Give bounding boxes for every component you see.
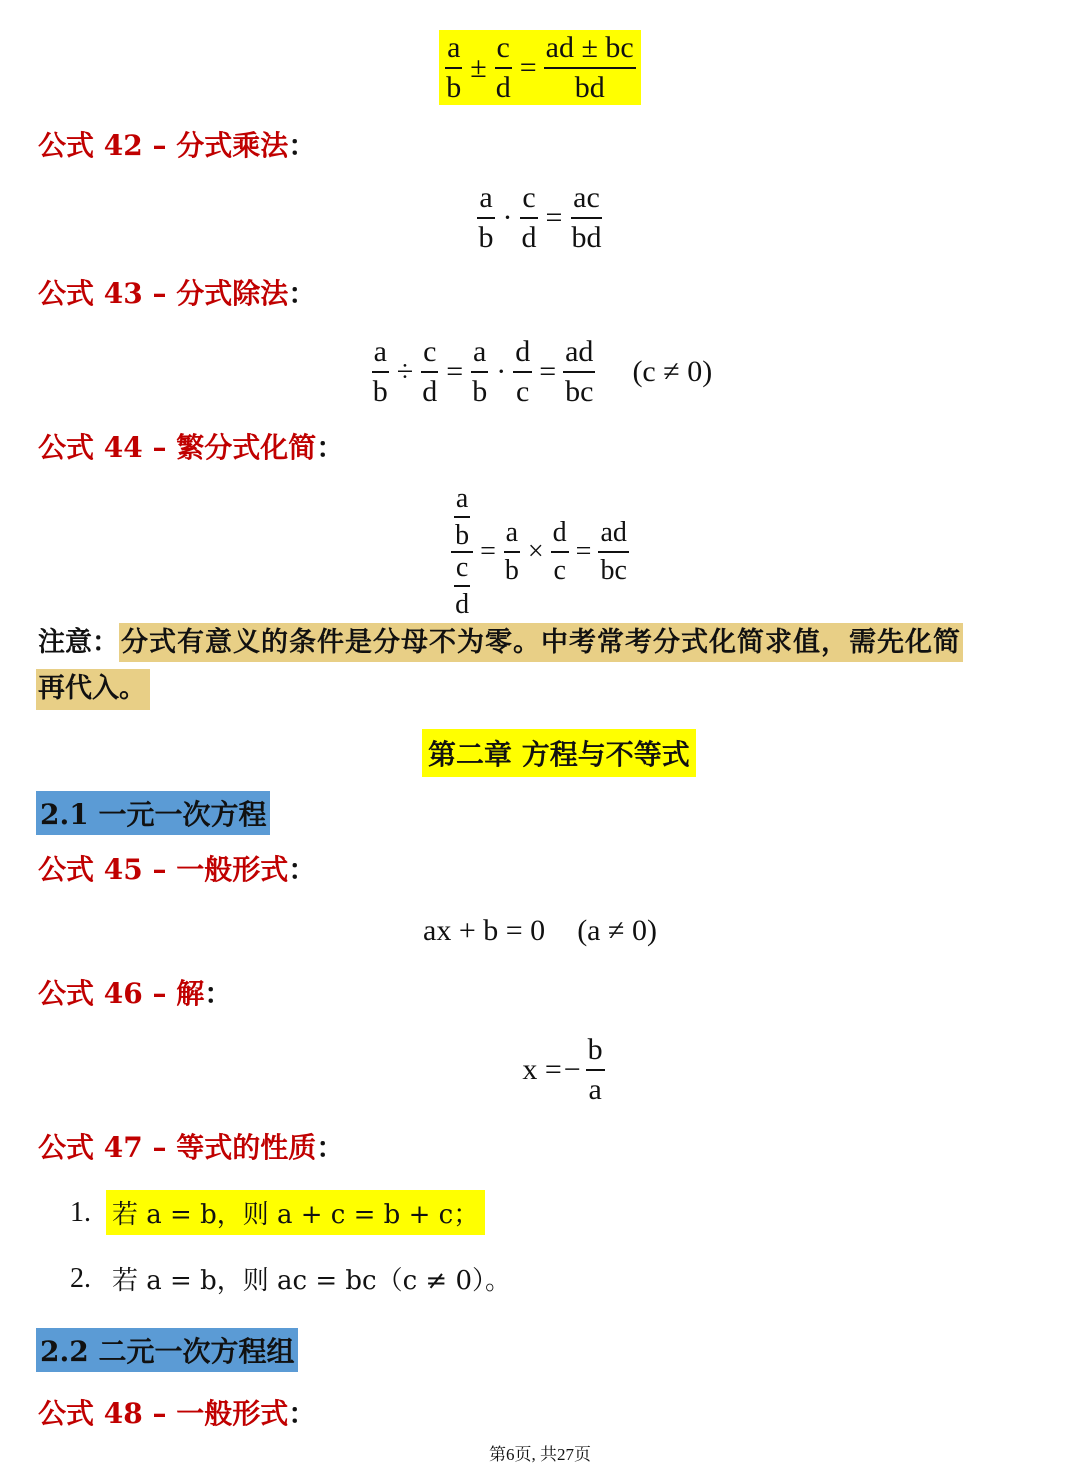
denominator: d — [455, 589, 470, 621]
heading-text: 公式 42 – 分式乘法 — [38, 129, 289, 162]
list-index: 1. — [70, 1196, 91, 1228]
equality-property-2: 若 a = b，则 ac = bc（c ≠ 0）。 — [112, 1266, 511, 1296]
denominator: d — [422, 374, 438, 408]
section-2-2-heading: 2.2 二元一次方程组 — [36, 1328, 298, 1372]
denominator: b — [472, 374, 488, 408]
fraction-a-b — [470, 336, 489, 407]
formula-43-heading — [38, 272, 316, 312]
equality-property-1: 若 a = b，则 a + c = b + c； — [106, 1190, 485, 1235]
formula-45-display — [0, 914, 1080, 948]
list-item — [70, 1190, 485, 1235]
formula-41-display — [0, 30, 1080, 105]
equation-expression: ax + b = 0 — [423, 914, 546, 947]
formula-47-heading — [38, 1126, 344, 1166]
heading-text: 公式 44 – 繁分式化简 — [38, 431, 317, 464]
formula-42-display — [0, 182, 1080, 253]
note-text: 分式有意义的条件是分母不为零。中考常考分式化简求值，需先化简 — [119, 623, 963, 662]
numerator: d — [513, 336, 532, 373]
numerator: c — [454, 553, 470, 587]
linear-equation-solution — [522, 1034, 607, 1105]
formula-44-heading — [38, 426, 344, 466]
numerator: ad ± bc — [544, 32, 636, 69]
numerator: a — [445, 32, 462, 69]
denominator: b — [504, 554, 519, 586]
note-line-1 — [38, 620, 963, 659]
fraction-a-b — [371, 336, 390, 407]
list-index: 2. — [70, 1262, 91, 1294]
formula-48-heading — [38, 1392, 316, 1432]
fraction-b-a — [586, 1034, 605, 1105]
numerator: ac — [571, 182, 602, 219]
formula-46-display — [0, 1034, 1080, 1105]
formula-43-display — [0, 336, 1080, 407]
formula-46-heading — [38, 972, 232, 1012]
divide-operator: ÷ — [396, 354, 414, 388]
heading-text: 公式 43 – 分式除法 — [38, 277, 289, 310]
fraction-divide-formula — [368, 336, 712, 407]
fraction-c-d — [494, 32, 513, 103]
condition-text: (c ≠ 0) — [632, 354, 713, 388]
equals-sign: = — [519, 50, 537, 84]
numerator: b — [586, 1034, 605, 1071]
denominator: bd — [574, 70, 605, 104]
numerator: a — [454, 484, 470, 518]
denominator: a — [588, 1072, 602, 1106]
numerator: ad — [598, 518, 628, 552]
equals-sign: = — [575, 535, 592, 567]
dot-operator: · — [496, 354, 507, 388]
denominator: b — [478, 220, 494, 254]
chapter-title: 第二章 方程与不等式 — [422, 729, 696, 777]
equals-sign: = — [446, 354, 464, 388]
denominator: c — [516, 374, 530, 408]
heading-text: 公式 46 – 解 — [38, 977, 205, 1010]
note-line-2 — [36, 666, 150, 705]
complex-fraction-formula — [448, 484, 632, 620]
minus-sign: − — [563, 1052, 581, 1086]
equals-sign: = — [480, 535, 496, 567]
denominator: bc — [565, 374, 594, 408]
linear-equation-form — [423, 914, 657, 948]
heading-text: 公式 45 – 一般形式 — [38, 853, 289, 886]
denominator: c — [553, 554, 566, 586]
equals-sign: = — [545, 200, 563, 234]
denominator: b — [455, 520, 470, 552]
complex-fraction — [451, 484, 473, 620]
fraction-c-d — [420, 336, 439, 407]
heading-text: 公式 47 – 等式的性质 — [38, 1131, 317, 1164]
numerator: c — [421, 336, 438, 373]
fraction-c-d — [520, 182, 539, 253]
complex-numerator — [451, 484, 473, 553]
fraction-multiply-formula — [474, 182, 607, 253]
denominator: bc — [600, 554, 627, 586]
fraction-result — [598, 518, 628, 585]
numerator: a — [477, 182, 494, 219]
denominator: d — [495, 70, 511, 104]
note-text-continued: 再代入。 — [36, 669, 150, 710]
fraction-c-d — [453, 553, 471, 620]
solution-lhs: x = — [522, 1052, 562, 1086]
numerator: a — [471, 336, 488, 373]
plus-minus-operator: ± — [470, 50, 487, 84]
numerator: a — [372, 336, 389, 373]
formula-45-heading — [38, 848, 316, 888]
fraction-d-c — [551, 518, 569, 585]
numerator: a — [504, 518, 520, 552]
fraction-add-sub-formula — [439, 30, 641, 105]
complex-denominator — [451, 553, 473, 620]
section-2-1-heading: 2.1 一元一次方程 — [36, 791, 270, 835]
heading-colon: ： — [288, 129, 317, 162]
fraction-a-b — [503, 518, 521, 585]
fraction-a-b — [477, 182, 496, 253]
heading-colon: ： — [288, 853, 317, 886]
heading-colon: ： — [316, 1131, 345, 1164]
numerator: ad — [563, 336, 595, 373]
denominator: bd — [571, 220, 602, 254]
numerator: c — [495, 32, 512, 69]
denominator: b — [446, 70, 462, 104]
heading-text: 公式 48 – 一般形式 — [38, 1397, 289, 1430]
numerator: c — [520, 182, 537, 219]
formula-42-heading — [38, 124, 316, 164]
denominator: d — [521, 220, 537, 254]
fraction-d-c — [513, 336, 532, 407]
fraction-a-b — [453, 484, 471, 551]
heading-colon: ： — [316, 431, 345, 464]
note-label: 注意： — [38, 627, 119, 658]
fraction-a-b — [444, 32, 463, 103]
formula-44-display — [0, 484, 1080, 620]
heading-colon: ： — [288, 1397, 317, 1430]
dot-operator: · — [502, 200, 513, 234]
denominator: b — [372, 374, 388, 408]
numerator: d — [551, 518, 569, 552]
list-item — [70, 1256, 517, 1301]
heading-colon: ： — [204, 977, 233, 1010]
fraction-result — [569, 182, 603, 253]
fraction-result — [544, 32, 636, 103]
times-operator: × — [527, 535, 544, 567]
heading-colon: ： — [288, 277, 317, 310]
equals-sign: = — [539, 354, 557, 388]
page-footer: 第6页, 共27页 — [489, 1445, 591, 1464]
condition-text: (a ≠ 0) — [577, 914, 657, 947]
fraction-result — [563, 336, 595, 407]
